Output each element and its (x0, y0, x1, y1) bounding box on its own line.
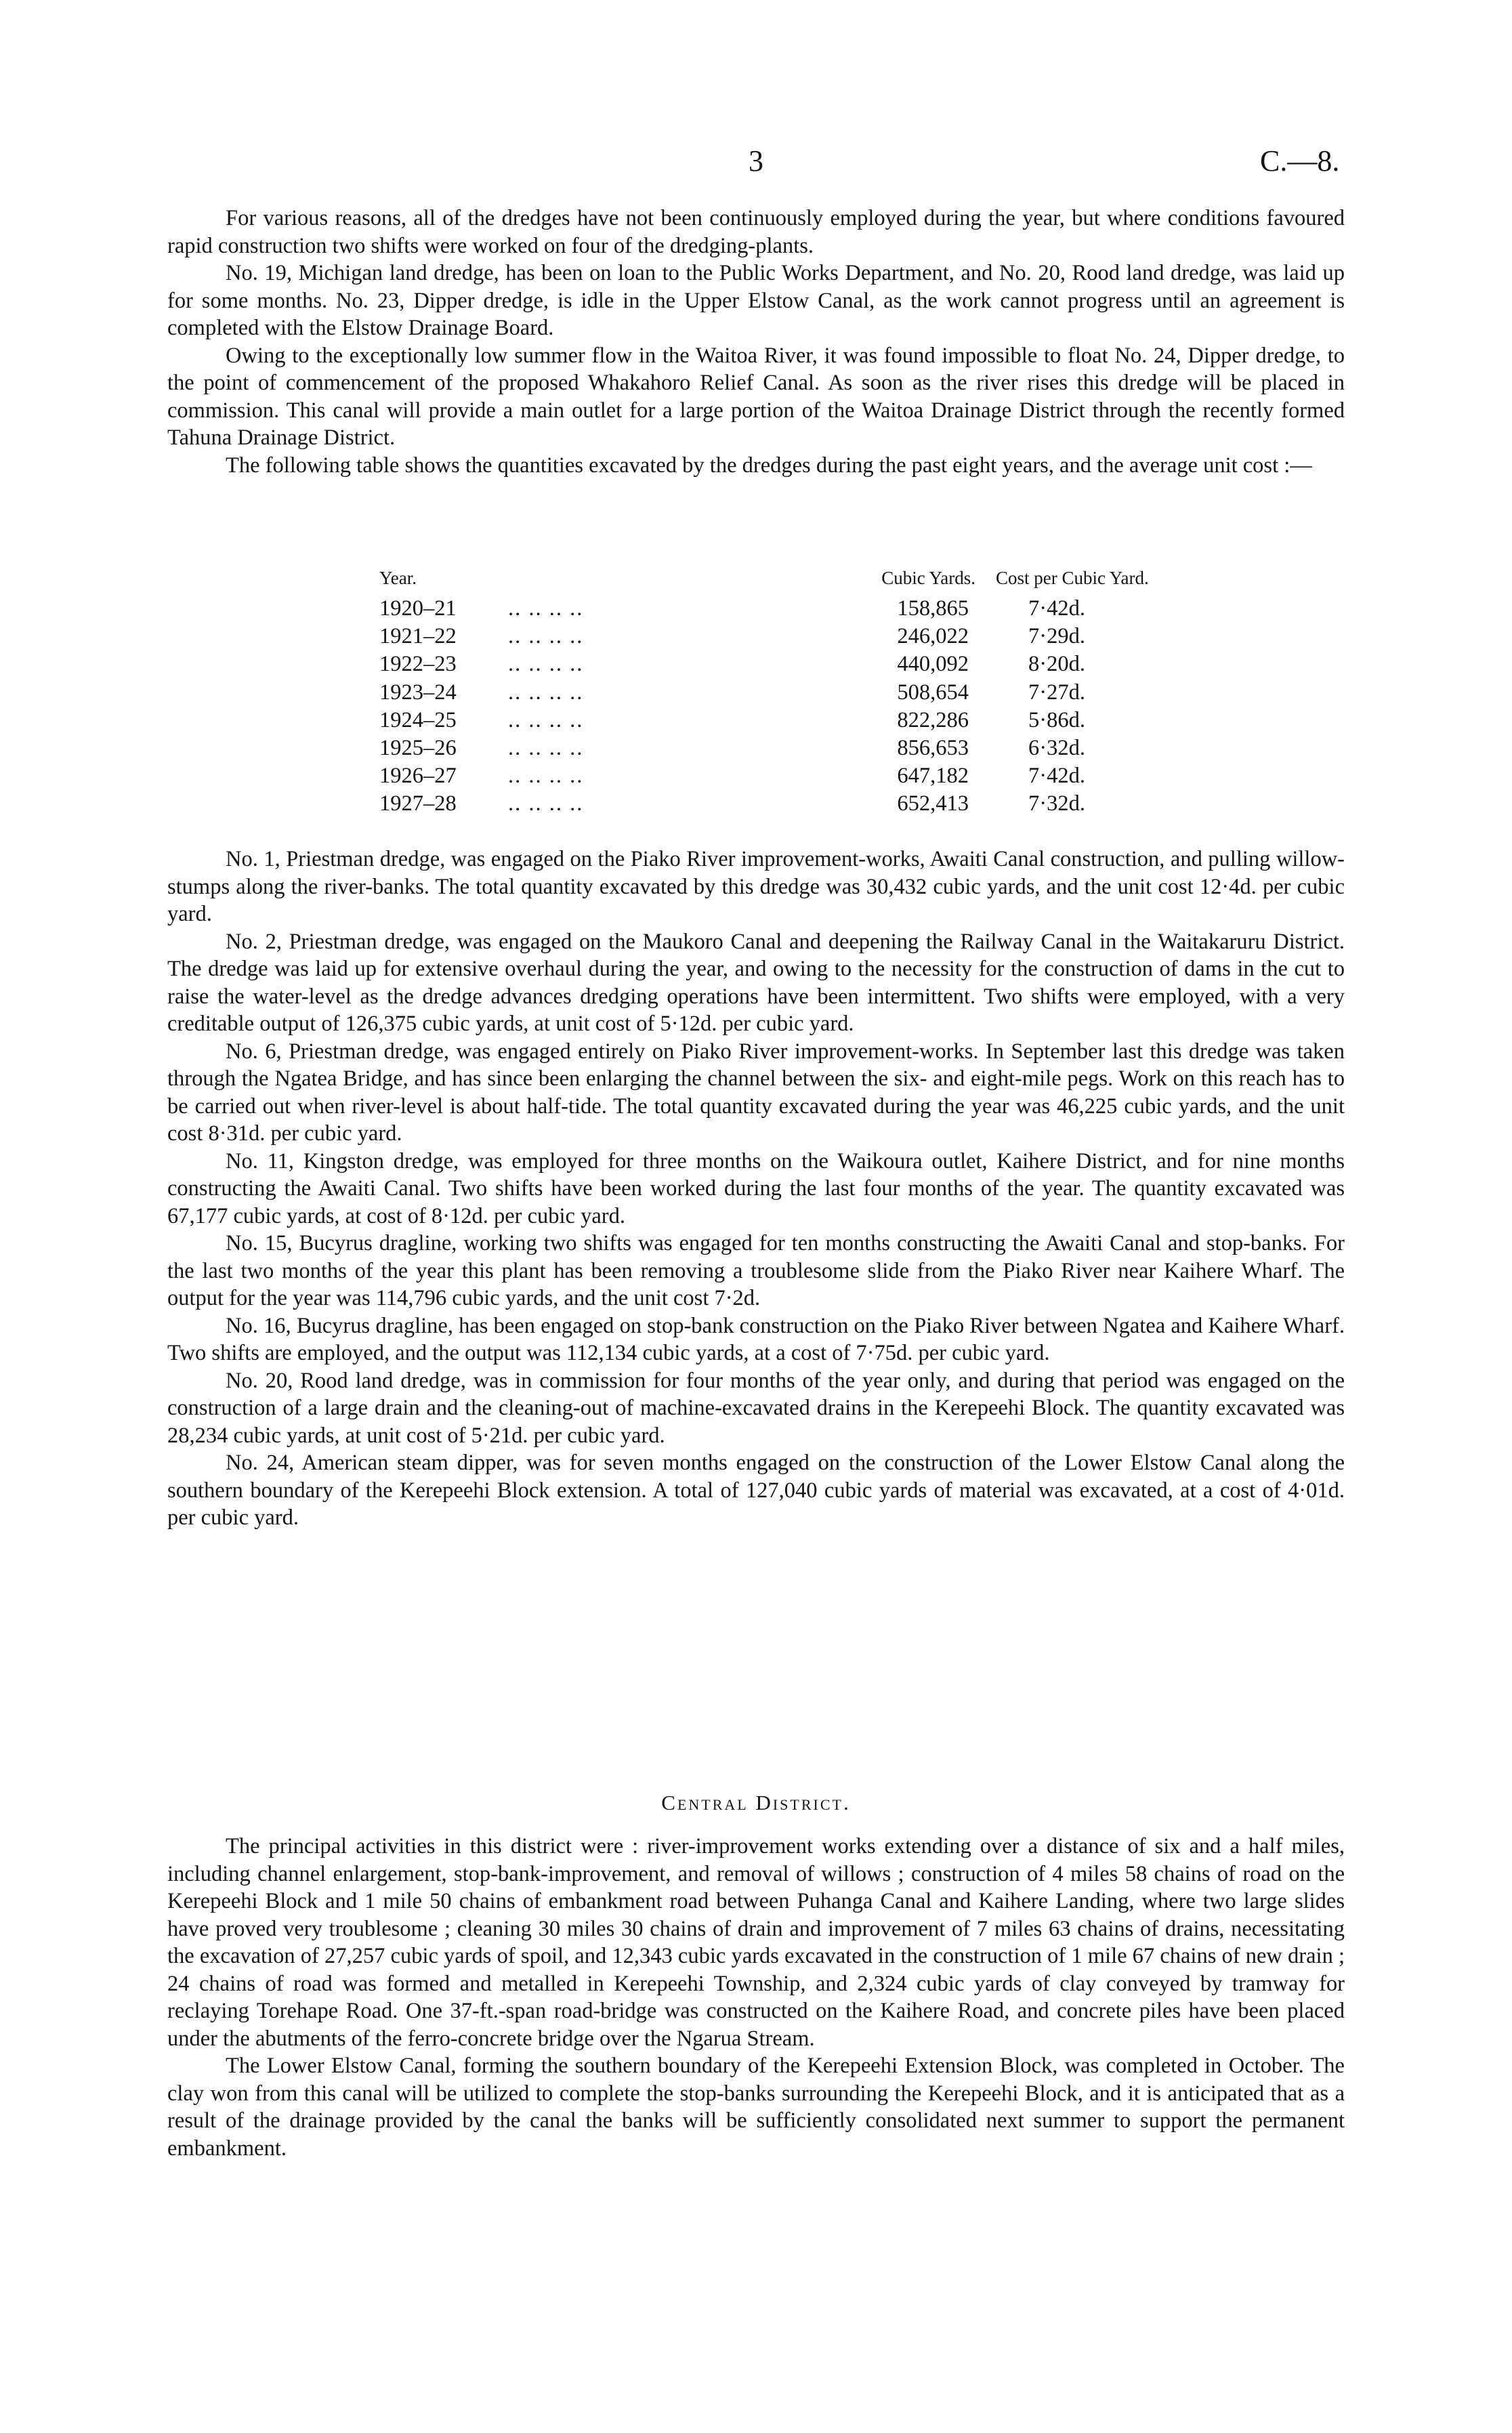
paragraph: The principal activities in this district were : river-improvement works extending over a distance of six and a half miles, including channel enlargement, stop-bank-improvement, and removal of willows ; construction of 4 miles 58 chains of road on the Kerepeehi Block and 1 mile 50 chains of embankment road between Puhanga Canal and Kaihere Landing, where two large slides have proved very troublesome ; cleaning 30 miles 30 chains of drain and improvement of 7 miles 63 chains of drains, necessitating the excavation of 27,257 cubic yards of spoil, and 12,343 cubic yards excavated in the construction of 1 mile 67 chains of new drain ; 24 chains of road was formed and metalled in Kerepeehi Township, and 2,324 cubic yards of clay conveyed by tramway for reclaying Torehape Road. One 37-ft.-span road-bridge was constructed on the Kaihere Road, and concrete piles have been placed under the abutments of the ferro-concrete bridge over the Ngarua Stream. (167, 1834, 1345, 2051)
cell-cubic-yards: 822,286 (897, 707, 969, 732)
intro-section (167, 205, 1345, 479)
cell-cost: 7·32d. (1028, 791, 1085, 816)
cell-cubic-yards: 652,413 (897, 791, 969, 816)
cell-year: 1924–25 (379, 707, 457, 732)
cell-cubic-yards: 508,654 (897, 680, 969, 705)
paragraph: No. 19, Michigan land dredge, has been on loan to the Public Works Department, and No. 20, Rood land dredge, was laid up for some months. No. 23, Dipper dredge, is idle in the Upper Elstow Canal, as the work cannot progress until an agreement is completed with the Elstow Drainage Board. (167, 261, 1345, 340)
cell-cost: 7·27d. (1028, 680, 1085, 705)
dot-leader: .. .. .. .. (508, 764, 584, 789)
paragraph: The Lower Elstow Canal, forming the southern boundary of the Kerepeehi Extension Block, was completed in October. The clay won from this canal will be utilized to complete the stop-banks surrounding the Kerepeehi Block, and it is anticipated that as a result of the drainage provided by the canal the banks will be sufficiently consolidated next summer to support the permanent embankment. (167, 2054, 1345, 2161)
header-cost: Cost per Cubic Yard. (996, 568, 1149, 588)
paragraph: No. 20, Rood land dredge, was in commission for four months of the year only, and during that period was engaged on the construction of a large drain and the cleaning-out of machine-excavated drains in the Kerepeehi Block. The quantity excavated was 28,234 cubic yards, at unit cost of 5·21d. per cubic yard. (167, 1368, 1345, 1448)
cell-cost: 7·42d. (1028, 764, 1085, 789)
table-row (379, 623, 1213, 650)
paragraph: No. 2, Priestman dredge, was engaged on the Maukoro Canal and deepening the Railway Canal in the Waitakaruru District. The dredge was laid up for extensive overhaul during the year, and owing to the necessity for the construction of dams in the cut to raise the water-level as the dredge advances dredging operations have been intermittent. Two shifts were employed, with a very creditable output of 126,375 cubic yards, at unit cost of 5·12d. per cubic yard. (167, 929, 1345, 1036)
cell-cost: 6·32d. (1028, 735, 1085, 760)
paragraph: The following table shows the quantities excavated by the dredges during the past eight years, and the average unit cost :— (226, 453, 1312, 478)
cell-year: 1920–21 (379, 596, 457, 621)
table-header (379, 568, 1213, 595)
page-number: 3 (749, 144, 763, 178)
cell-year: 1921–22 (379, 624, 457, 649)
cell-year: 1927–28 (379, 791, 457, 816)
excavation-table (379, 568, 1213, 818)
paragraph: No. 24, American steam dipper, was for seven months engaged on the construction of the Lower Elstow Canal along the southern boundary of the Kerepeehi Block extension. A total of 127,040 cubic yards of material was excavated, at a cost of 4·01d. per cubic yard. (167, 1451, 1345, 1530)
paragraph: No. 1, Priestman dredge, was engaged on the Piako River improvement-works, Awaiti Canal construction, and pulling willow-stumps along the river-banks. The total quantity excavated by this dredge was 30,432 cubic yards, and the unit cost 12·4d. per cubic yard. (167, 847, 1345, 926)
section-heading: Central District. (661, 1791, 851, 1814)
cell-year: 1922–23 (379, 652, 457, 677)
dot-leader: .. .. .. .. (508, 735, 584, 760)
dot-leader: .. .. .. .. (508, 791, 584, 816)
dot-leader: .. .. .. .. (508, 707, 584, 732)
cell-cost: 5·86d. (1028, 707, 1085, 732)
cell-cost: 7·29d. (1028, 624, 1085, 649)
table-row (379, 595, 1213, 623)
cell-cubic-yards: 246,022 (897, 624, 969, 649)
cell-year: 1926–27 (379, 764, 457, 789)
table-row (379, 679, 1213, 707)
dot-leader: .. .. .. .. (508, 680, 584, 705)
cell-year: 1925–26 (379, 735, 457, 760)
paragraph: No. 16, Bucyrus dragline, has been engaged on stop-bank construction on the Piako River between Ngatea and Kaihere Wharf. Two shifts are employed, and the output was 112,134 cubic yards, at a cost of 7·75d. per cubic yard. (167, 1313, 1345, 1365)
cell-cubic-yards: 647,182 (897, 764, 969, 789)
table-row (379, 707, 1213, 734)
paragraph: For various reasons, all of the dredges have not been continuously employed during the year, but where conditions favoured rapid construction two shifts were worked on four of the dredging-plants. (167, 206, 1345, 258)
cell-cost: 7·42d. (1028, 596, 1085, 621)
paragraph: Owing to the exceptionally low summer flow in the Waitoa River, it was found impossible to float No. 24, Dipper dredge, to the point of commencement of the proposed Whakahoro Relief Canal. As soon as the river rises this dredge will be placed in commission. This canal will provide a main outlet for a large portion of the Waitoa Drainage District through the recently formed Tahuna Drainage District. (167, 343, 1345, 450)
table-row (379, 762, 1213, 790)
central-district-section (167, 1833, 1345, 2162)
paragraph: No. 15, Bucyrus dragline, working two shifts was engaged for ten months constructing the Awaiti Canal and stop-banks. For the last two months of the year this plant has been removing a troublesome slide from the Piako River near Kaihere Wharf. The output for the year was 114,796 cubic yards, and the unit cost 7·2d. (167, 1231, 1345, 1310)
dot-leader: .. .. .. .. (508, 624, 584, 649)
dredges-section (167, 846, 1345, 1532)
cell-year: 1923–24 (379, 680, 457, 705)
table-row (379, 790, 1213, 818)
header-cubic-yards: Cubic Yards. (881, 568, 975, 588)
cell-cost: 8·20d. (1028, 652, 1085, 677)
document-code: C.—8. (1260, 144, 1340, 178)
cell-cubic-yards: 856,653 (897, 735, 969, 760)
cell-cubic-yards: 158,865 (897, 596, 969, 621)
dot-leader: .. .. .. .. (508, 596, 584, 621)
table-row (379, 734, 1213, 762)
cell-cubic-yards: 440,092 (897, 652, 969, 677)
header-year: Year. (379, 568, 417, 588)
paragraph: No. 11, Kingston dredge, was employed for three months on the Waikoura outlet, Kaihere District, and for nine months constructing the Awaiti Canal. Two shifts have been worked during the last four months of the year. The quantity excavated was 67,177 cubic yards, at cost of 8·12d. per cubic yard. (167, 1148, 1345, 1228)
table-row (379, 650, 1213, 678)
dot-leader: .. .. .. .. (508, 652, 584, 677)
paragraph: No. 6, Priestman dredge, was engaged entirely on Piako River improvement-works. In September last this dredge was taken through the Ngatea Bridge, and has since been enlarging the channel between the six- and eight-mile pegs. Work on this reach has to be carried out when river-level is about half-tide. The total quantity excavated during the year was 46,225 cubic yards, and the unit cost 8·31d. per cubic yard. (167, 1039, 1345, 1146)
